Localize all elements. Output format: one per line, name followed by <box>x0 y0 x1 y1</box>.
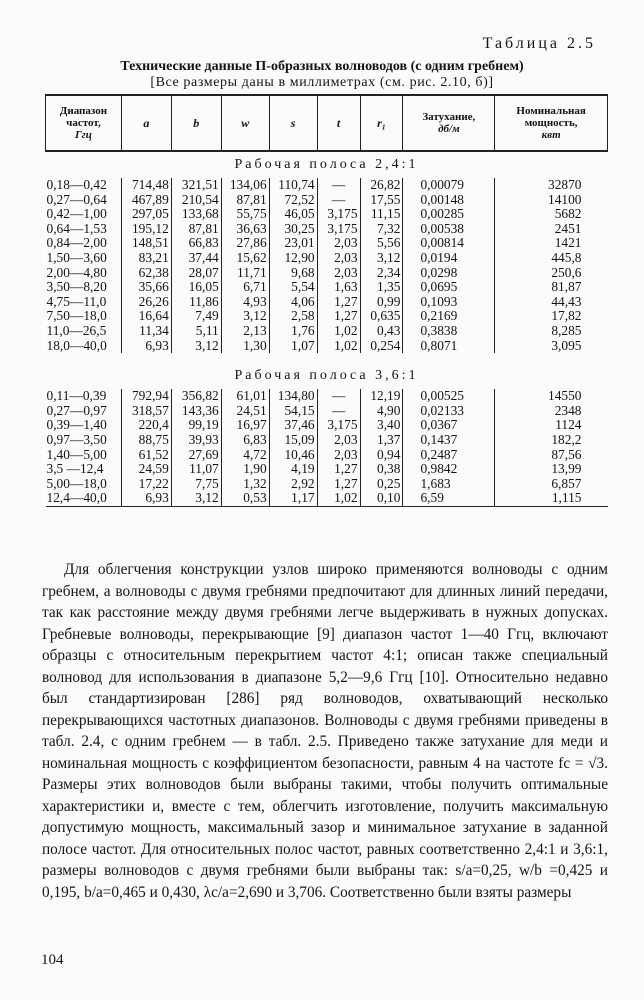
cell-power: 2451 <box>495 222 608 237</box>
cell-dimension: 72,52 <box>269 193 317 208</box>
table-row <box>46 433 608 448</box>
cell-power: 445,8 <box>495 251 608 266</box>
cell-power: 81,87 <box>495 280 608 295</box>
cell-dimension: 3,175 <box>317 207 360 222</box>
table-label: Таблица 2.5 <box>482 35 596 52</box>
cell-dimension: 5,11 <box>171 324 221 339</box>
cell-dimension: 148,51 <box>121 236 171 251</box>
cell-dimension: 1,27 <box>317 309 360 324</box>
cell-dimension: 356,82 <box>171 389 221 404</box>
table-title: Технические данные П-образных волноводов (с одним гребнем) <box>120 59 524 74</box>
cell-dimension: 1,27 <box>317 295 360 310</box>
cell-dimension: 5,54 <box>269 280 317 295</box>
cell-dimension: 143,36 <box>171 404 221 419</box>
cell-dimension: 2,13 <box>221 324 269 339</box>
cell-attenuation: 0,00525 <box>403 389 495 404</box>
cell-dimension: 16,05 <box>171 280 221 295</box>
cell-dimension: 11,71 <box>221 266 269 281</box>
table-row <box>46 236 608 251</box>
cell-range: 0,42—1,00 <box>46 206 107 222</box>
cell-dimension: — <box>317 404 360 419</box>
cell-dimension: 1,76 <box>269 324 317 339</box>
table-row <box>46 418 608 433</box>
cell-dimension: — <box>317 389 360 404</box>
cell-dimension: 30,25 <box>269 222 317 237</box>
cell-attenuation: 0,9842 <box>403 462 495 477</box>
cell-dimension: 6,93 <box>121 339 171 354</box>
cell-power: 32870 <box>495 178 608 193</box>
table-subtitle: [Все размеры даны в миллиметрах (см. рис. 2.10, б)] <box>150 75 494 90</box>
cell-range: 12,4—40,0 <box>46 490 107 506</box>
header-t: t <box>317 95 360 151</box>
cell-power: 44,43 <box>495 295 608 310</box>
cell-attenuation: 0,00285 <box>403 207 495 222</box>
cell-dimension: 3,12 <box>221 309 269 324</box>
cell-dimension: 5,56 <box>360 236 403 251</box>
header-power: Номинальная мощность, квт <box>495 95 608 151</box>
cell-dimension: 0,53 <box>221 491 269 506</box>
cell-attenuation: 0,0194 <box>403 251 495 266</box>
cell-attenuation: 6,59 <box>403 491 495 506</box>
table-row <box>46 339 608 354</box>
cell-dimension: 3,12 <box>360 251 403 266</box>
cell-dimension: 2,03 <box>317 433 360 448</box>
cell-dimension: 37,46 <box>269 418 317 433</box>
table-row <box>46 448 608 463</box>
table-row <box>46 266 608 281</box>
cell-dimension: 2,58 <box>269 309 317 324</box>
cell-attenuation: 0,00538 <box>403 222 495 237</box>
cell-dimension: 1,02 <box>317 339 360 354</box>
cell-dimension: 54,15 <box>269 404 317 419</box>
cell-dimension: 46,05 <box>269 207 317 222</box>
cell-dimension: 3,175 <box>317 418 360 433</box>
cell-dimension: 10,46 <box>269 448 317 463</box>
cell-attenuation: 0,8071 <box>403 339 495 354</box>
table-row <box>46 280 608 295</box>
cell-dimension: 24,51 <box>221 404 269 419</box>
cell-dimension: 2,03 <box>317 266 360 281</box>
cell-dimension: 110,74 <box>269 178 317 193</box>
cell-dimension: 792,94 <box>121 389 171 404</box>
cell-range: 3,50—8,20 <box>46 279 107 295</box>
cell-dimension: 11,07 <box>171 462 221 477</box>
cell-dimension: 55,75 <box>221 207 269 222</box>
cell-dimension: 0,635 <box>360 309 403 324</box>
header-attenuation: Затухание, дб/м <box>403 95 495 151</box>
cell-attenuation: 0,00079 <box>403 178 495 193</box>
cell-dimension: 133,68 <box>171 207 221 222</box>
cell-dimension: 467,89 <box>121 193 171 208</box>
cell-dimension: 3,175 <box>317 222 360 237</box>
cell-dimension: 1,30 <box>221 339 269 354</box>
cell-dimension: 134,80 <box>269 389 317 404</box>
cell-dimension: 220,4 <box>121 418 171 433</box>
cell-dimension: 9,68 <box>269 266 317 281</box>
table-row <box>46 251 608 266</box>
cell-dimension: 37,44 <box>171 251 221 266</box>
cell-range: 3,5 —12,4 <box>46 461 104 477</box>
cell-range: 1,50—3,60 <box>46 249 107 265</box>
table-row <box>46 404 608 419</box>
band2-label: Рабочая полоса 3,6:1 <box>234 367 419 383</box>
cell-dimension: 3,12 <box>171 339 221 354</box>
cell-power: 13,99 <box>495 462 608 477</box>
cell-dimension: 12,90 <box>269 251 317 266</box>
cell-dimension: 1,07 <box>269 339 317 354</box>
cell-dimension: 1,35 <box>360 280 403 295</box>
header-s: s <box>269 95 317 151</box>
cell-range: 0,64—1,53 <box>46 220 107 236</box>
cell-dimension: 26,82 <box>360 178 403 193</box>
cell-range: 0,11—0,39 <box>46 388 107 404</box>
cell-dimension: 1,02 <box>317 324 360 339</box>
cell-range: 11,0—26,5 <box>46 322 107 338</box>
cell-dimension: 2,03 <box>317 251 360 266</box>
cell-dimension: 6,71 <box>221 280 269 295</box>
cell-dimension: 35,66 <box>121 280 171 295</box>
cell-range: 0,84—2,00 <box>46 235 107 251</box>
cell-attenuation: 0,02133 <box>403 404 495 419</box>
cell-dimension: 2,03 <box>317 236 360 251</box>
cell-dimension: 7,49 <box>171 309 221 324</box>
cell-dimension: 4,06 <box>269 295 317 310</box>
cell-power: 2348 <box>495 404 608 419</box>
cell-dimension: 0,25 <box>360 477 403 492</box>
cell-range: 0,27—0,64 <box>46 191 107 207</box>
table-row <box>46 222 608 237</box>
cell-dimension: 61,01 <box>221 389 269 404</box>
cell-power: 1421 <box>495 236 608 251</box>
cell-dimension: 4,93 <box>221 295 269 310</box>
cell-dimension: 61,52 <box>121 448 171 463</box>
cell-dimension: 714,48 <box>121 178 171 193</box>
header-range: Диапазон частот, Ггц <box>46 95 122 151</box>
cell-dimension: 0,99 <box>360 295 403 310</box>
cell-dimension: 4,19 <box>269 462 317 477</box>
cell-dimension: 0,94 <box>360 448 403 463</box>
cell-dimension: — <box>317 193 360 208</box>
cell-dimension: 23,01 <box>269 236 317 251</box>
cell-range: 0,97—3,50 <box>46 431 107 447</box>
cell-dimension: 24,59 <box>121 462 171 477</box>
cell-dimension: 3,12 <box>171 491 221 506</box>
cell-power: 1,115 <box>495 491 608 506</box>
cell-dimension: 1,27 <box>317 477 360 492</box>
table-row <box>46 295 608 310</box>
cell-power: 8,285 <box>495 324 608 339</box>
cell-dimension: 1,27 <box>317 462 360 477</box>
cell-power: 6,857 <box>495 477 608 492</box>
cell-dimension: 6,83 <box>221 433 269 448</box>
cell-dimension: 36,63 <box>221 222 269 237</box>
cell-dimension: 17,22 <box>121 477 171 492</box>
cell-dimension: 16,97 <box>221 418 269 433</box>
cell-dimension: 0,43 <box>360 324 403 339</box>
cell-range: 0,27—0,97 <box>46 402 107 418</box>
cell-dimension: 0,254 <box>360 339 403 354</box>
cell-dimension: 83,21 <box>121 251 171 266</box>
cell-power: 14100 <box>495 193 608 208</box>
cell-dimension: 1,17 <box>269 491 317 506</box>
band2-label-row <box>46 363 608 389</box>
cell-dimension: 297,05 <box>121 207 171 222</box>
cell-attenuation: 0,0367 <box>403 418 495 433</box>
header-a: a <box>121 95 171 151</box>
cell-dimension: 0,10 <box>360 491 403 506</box>
cell-dimension: 26,26 <box>121 295 171 310</box>
band1-label: Рабочая полоса 2,4:1 <box>234 156 419 172</box>
cell-attenuation: 0,3838 <box>403 324 495 339</box>
cell-dimension: 15,09 <box>269 433 317 448</box>
table-row <box>46 178 608 193</box>
table-header-row <box>46 95 608 151</box>
header-r: r₁ <box>360 95 403 151</box>
table-row <box>46 324 608 339</box>
table-row <box>46 207 608 222</box>
cell-attenuation: 0,2169 <box>403 309 495 324</box>
cell-dimension: 28,07 <box>171 266 221 281</box>
cell-dimension: 210,54 <box>171 193 221 208</box>
cell-attenuation: 1,683 <box>403 477 495 492</box>
table-row <box>46 462 608 477</box>
page-number: 104 <box>41 952 64 968</box>
table-row <box>46 193 608 208</box>
cell-range: 0,18—0,42 <box>46 177 107 192</box>
table-row <box>46 477 608 492</box>
cell-dimension: 6,93 <box>121 491 171 506</box>
cell-dimension: 66,83 <box>171 236 221 251</box>
paragraph-text: Для облегчения конструкции узлов широко применяются волноводы с одним гребнем, а волноводы с двумя гребнями предпочитают для длинных линий передачи, так как расстояние между двумя гребнями легче выдерживать в нужных допусках. Гребневые волноводы, перекрывающие [9] диапазон частот 1—40 Ггц, включают образцы с относительным перекрытием частот 4:1; описан также специальный волновод для использования в диапазоне 5,2—9,6 Ггц [10]. Относительно недавно был стандартизирован [286] ряд волноводов, охватывающий несколько перекрывающихся частотных диапазонов. Волноводы с двумя гребнями приведены в табл. 2.4, с одним гребнем — в табл. 2.5. Приведено также затухание для меди и номинальная мощность с коэффициентом безопасности, равным 4 на частоте fc = √3. Размеры этих волноводов были выбраны такими, чтобы получить оптимальные характеристики и, вместе с тем, облегчить изготовление, получить максимальную допустимую мощность, максимальный зазор и минимальное затухание в заданной полосе частот. Для относительных полос частот, равных соответственно 2,4:1 и 3,6:1, размеры волноводов с двумя гребнями были выбраны так: s/a=0,25, w/b =0,425 и 0,195, b/a=0,465 и 0,430, λc/a=2,690 и 3,706. Соответственно были взяты размеры <box>42 561 608 901</box>
cell-dimension: 195,12 <box>121 222 171 237</box>
cell-dimension: 87,81 <box>171 222 221 237</box>
cell-dimension: 15,62 <box>221 251 269 266</box>
cell-power: 3,095 <box>495 339 608 354</box>
cell-power: 14550 <box>495 389 608 404</box>
cell-dimension: 27,69 <box>171 448 221 463</box>
cell-power: 5682 <box>495 207 608 222</box>
table-row <box>46 389 608 404</box>
cell-dimension: 88,75 <box>121 433 171 448</box>
cell-dimension: 11,86 <box>171 295 221 310</box>
cell-dimension: 7,32 <box>360 222 403 237</box>
cell-dimension: 39,93 <box>171 433 221 448</box>
cell-attenuation: 0,1093 <box>403 295 495 310</box>
cell-dimension: 1,37 <box>360 433 403 448</box>
cell-attenuation: 0,2487 <box>403 448 495 463</box>
cell-dimension: 17,55 <box>360 193 403 208</box>
cell-power: 1124 <box>495 418 608 433</box>
cell-range: 7,50—18,0 <box>46 308 107 324</box>
cell-dimension: 11,34 <box>121 324 171 339</box>
cell-power: 87,56 <box>495 448 608 463</box>
cell-dimension: 3,40 <box>360 418 403 433</box>
cell-power: 250,6 <box>495 266 608 281</box>
cell-attenuation: 0,00148 <box>403 193 495 208</box>
cell-dimension: 4,72 <box>221 448 269 463</box>
cell-dimension: 1,90 <box>221 462 269 477</box>
cell-power: 182,2 <box>495 433 608 448</box>
cell-dimension: 134,06 <box>221 178 269 193</box>
header-w: w <box>221 95 269 151</box>
cell-dimension: 12,19 <box>360 389 403 404</box>
band1-body <box>46 151 608 353</box>
cell-range: 0,39—1,40 <box>46 417 107 433</box>
cell-range: 1,40—5,00 <box>46 446 107 462</box>
table-row <box>46 309 608 324</box>
cell-range: 5,00—18,0 <box>46 475 107 491</box>
cell-dimension: 27,86 <box>221 236 269 251</box>
cell-dimension: 99,19 <box>171 418 221 433</box>
band2-body <box>46 353 608 506</box>
cell-dimension: 11,15 <box>360 207 403 222</box>
cell-attenuation: 0,00814 <box>403 236 495 251</box>
band1-label-row <box>46 151 608 178</box>
cell-dimension: 4,90 <box>360 404 403 419</box>
cell-dimension: — <box>317 178 360 193</box>
cell-dimension: 1,63 <box>317 280 360 295</box>
body-paragraph <box>42 559 608 903</box>
cell-dimension: 1,32 <box>221 477 269 492</box>
cell-range: 2,00—4,80 <box>46 264 107 280</box>
table-row <box>46 491 608 506</box>
cell-range: 4,75—11,0 <box>46 293 107 309</box>
cell-attenuation: 0,0298 <box>403 266 495 281</box>
cell-dimension: 2,34 <box>360 266 403 281</box>
cell-dimension: 7,75 <box>171 477 221 492</box>
cell-range: 18,0—40,0 <box>46 337 107 353</box>
cell-attenuation: 0,0695 <box>403 280 495 295</box>
cell-dimension: 0,38 <box>360 462 403 477</box>
cell-dimension: 321,51 <box>171 178 221 193</box>
cell-dimension: 2,92 <box>269 477 317 492</box>
header-b: b <box>171 95 221 151</box>
cell-dimension: 87,81 <box>221 193 269 208</box>
waveguide-table <box>45 94 608 507</box>
cell-dimension: 62,38 <box>121 266 171 281</box>
cell-dimension: 16,64 <box>121 309 171 324</box>
cell-dimension: 1,02 <box>317 491 360 506</box>
cell-dimension: 2,03 <box>317 448 360 463</box>
cell-attenuation: 0,1437 <box>403 433 495 448</box>
cell-dimension: 318,57 <box>121 404 171 419</box>
cell-power: 17,82 <box>495 309 608 324</box>
